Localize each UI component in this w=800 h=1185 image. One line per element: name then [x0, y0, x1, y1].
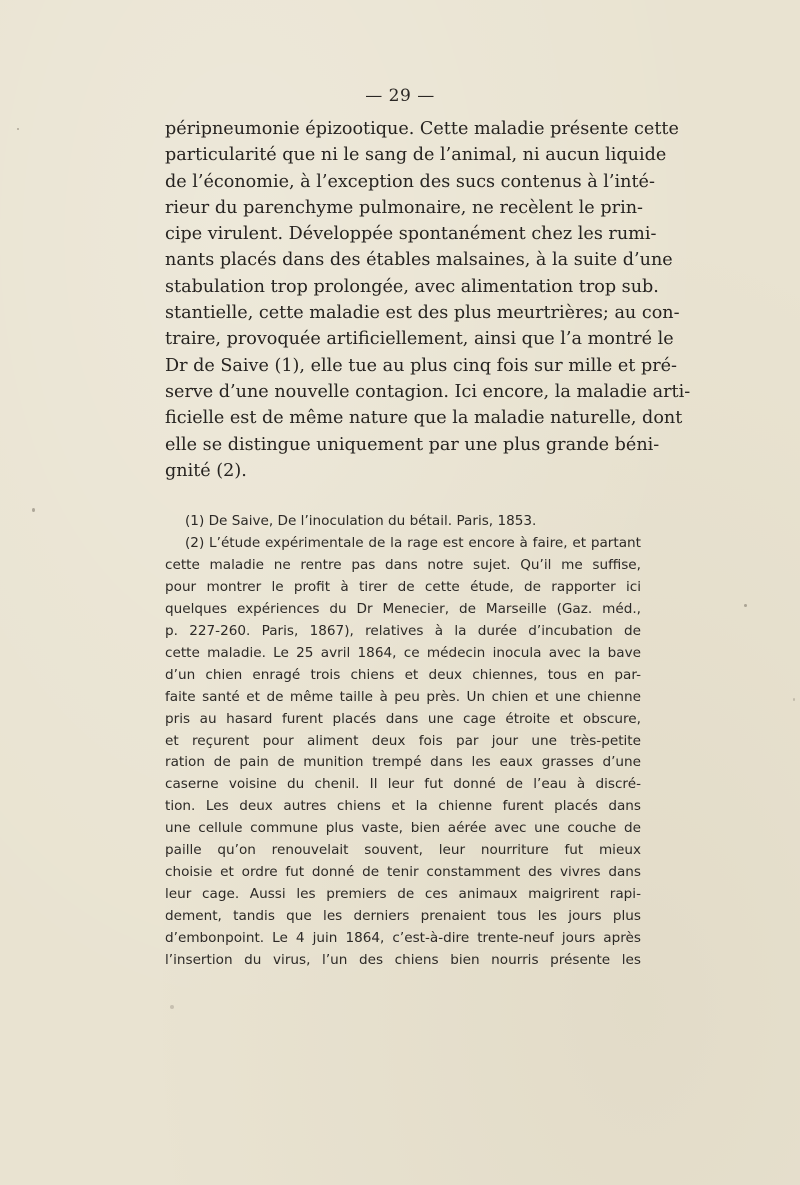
- main-text-line: gnité (2).: [165, 460, 247, 481]
- main-text-line: de l’économie, à l’exception des sucs contenus à l’inté-: [165, 171, 655, 192]
- footnote-line: leur cage. Aussi les premiers de ces animaux maigrirent rapi-: [165, 886, 641, 903]
- footnote-line: d’embonpoint. Le 4 juin 1864, c’est-à-dire trente-neuf jours après: [165, 930, 641, 947]
- main-text-line: nants placés dans des étables malsaines, à la suite d’une: [165, 250, 673, 271]
- paper-speck: [744, 604, 747, 607]
- main-text-line: stantielle, cette maladie est des plus meurtrières; au con-: [165, 303, 680, 324]
- footnote-line: caserne voisine du chenil. Il leur fut donné de l’eau à discré-: [165, 776, 641, 793]
- footnote-line: pris au hasard furent placés dans une cage étroite et obscure,: [165, 710, 641, 727]
- footnote-line: quelques expériences du Dr Menecier, de Marseille (Gaz. méd.,: [165, 600, 641, 617]
- footnote-line: p. 227-260. Paris, 1867), relatives à la durée d’incubation de: [165, 622, 641, 639]
- main-text-line: particularité que ni le sang de l’animal, ni aucun liquide: [165, 145, 667, 166]
- footnote-line: cette maladie ne rentre pas dans notre sujet. Qu’il me suffise,: [165, 556, 641, 573]
- footnote-line: et reçurent pour aliment deux fois par jour une très-petite: [165, 732, 641, 749]
- footnote-line: une cellule commune plus vaste, bien aérée avec une couche de: [165, 820, 641, 837]
- paper-speck: [170, 1005, 174, 1009]
- footnote-line: choisie et ordre fut donné de tenir constamment des vivres dans: [165, 864, 641, 881]
- main-text-line: serve d’une nouvelle contagion. Ici encore, la maladie arti-: [165, 381, 691, 402]
- paper-speck: [17, 128, 19, 130]
- main-text-line: elle se distingue uniquement par une plus grande béni-: [165, 434, 660, 455]
- footnote-line: paille qu’on renouvelait souvent, leur nourriture fut mieux: [165, 842, 641, 859]
- footnotes-block: [165, 511, 641, 972]
- main-text-line: cipe virulent. Développée spontanément chez les rumi-: [165, 224, 657, 245]
- paper-speck: [793, 698, 795, 701]
- footnote-line: ration de pain de munition trempé dans les eaux grasses d’une: [165, 754, 641, 771]
- footnote-line: (2) L’étude expérimentale de la rage est encore à faire, et partant: [185, 534, 641, 551]
- main-text-line: traire, provoquée artificiellement, ainsi que l’a montré le: [165, 329, 674, 350]
- main-text-line: stabulation trop prolongée, avec alimentation trop sub.: [165, 276, 659, 297]
- main-text-line: péripneumonie épizootique. Cette maladie présente cette: [165, 119, 679, 139]
- page-number: — 29 —: [365, 86, 435, 106]
- footnote-line: d’un chien enragé trois chiens et deux chiennes, tous en par-: [165, 666, 641, 683]
- footnote-line: faite santé et de même taille à peu près. Un chien et une chienne: [165, 688, 641, 705]
- main-text-line: ficielle est de même nature que la maladie naturelle, dont: [165, 408, 683, 429]
- footnote-line: (1) De Saive, De l’inoculation du bétail. Paris, 1853.: [185, 513, 537, 529]
- footnote-line: l’insertion du virus, l’un des chiens bien nourris présente les: [165, 952, 641, 969]
- main-text-line: Dr de Saive (1), elle tue au plus cinq fois sur mille et pré-: [165, 355, 677, 376]
- footnote-line: pour montrer le profit à tirer de cette étude, de rapporter ici: [165, 578, 641, 595]
- footnote-line: cette maladie. Le 25 avril 1864, ce médecin inocula avec la bave: [165, 644, 641, 661]
- main-text-block: [165, 116, 691, 484]
- footnote-line: dement, tandis que les derniers prenaient tous les jours plus: [165, 908, 641, 925]
- footnote-line: tion. Les deux autres chiens et la chienne furent placés dans: [165, 798, 641, 815]
- paper-speck: [32, 508, 35, 512]
- main-text-line: rieur du parenchyme pulmonaire, ne recèlent le prin-: [165, 197, 643, 218]
